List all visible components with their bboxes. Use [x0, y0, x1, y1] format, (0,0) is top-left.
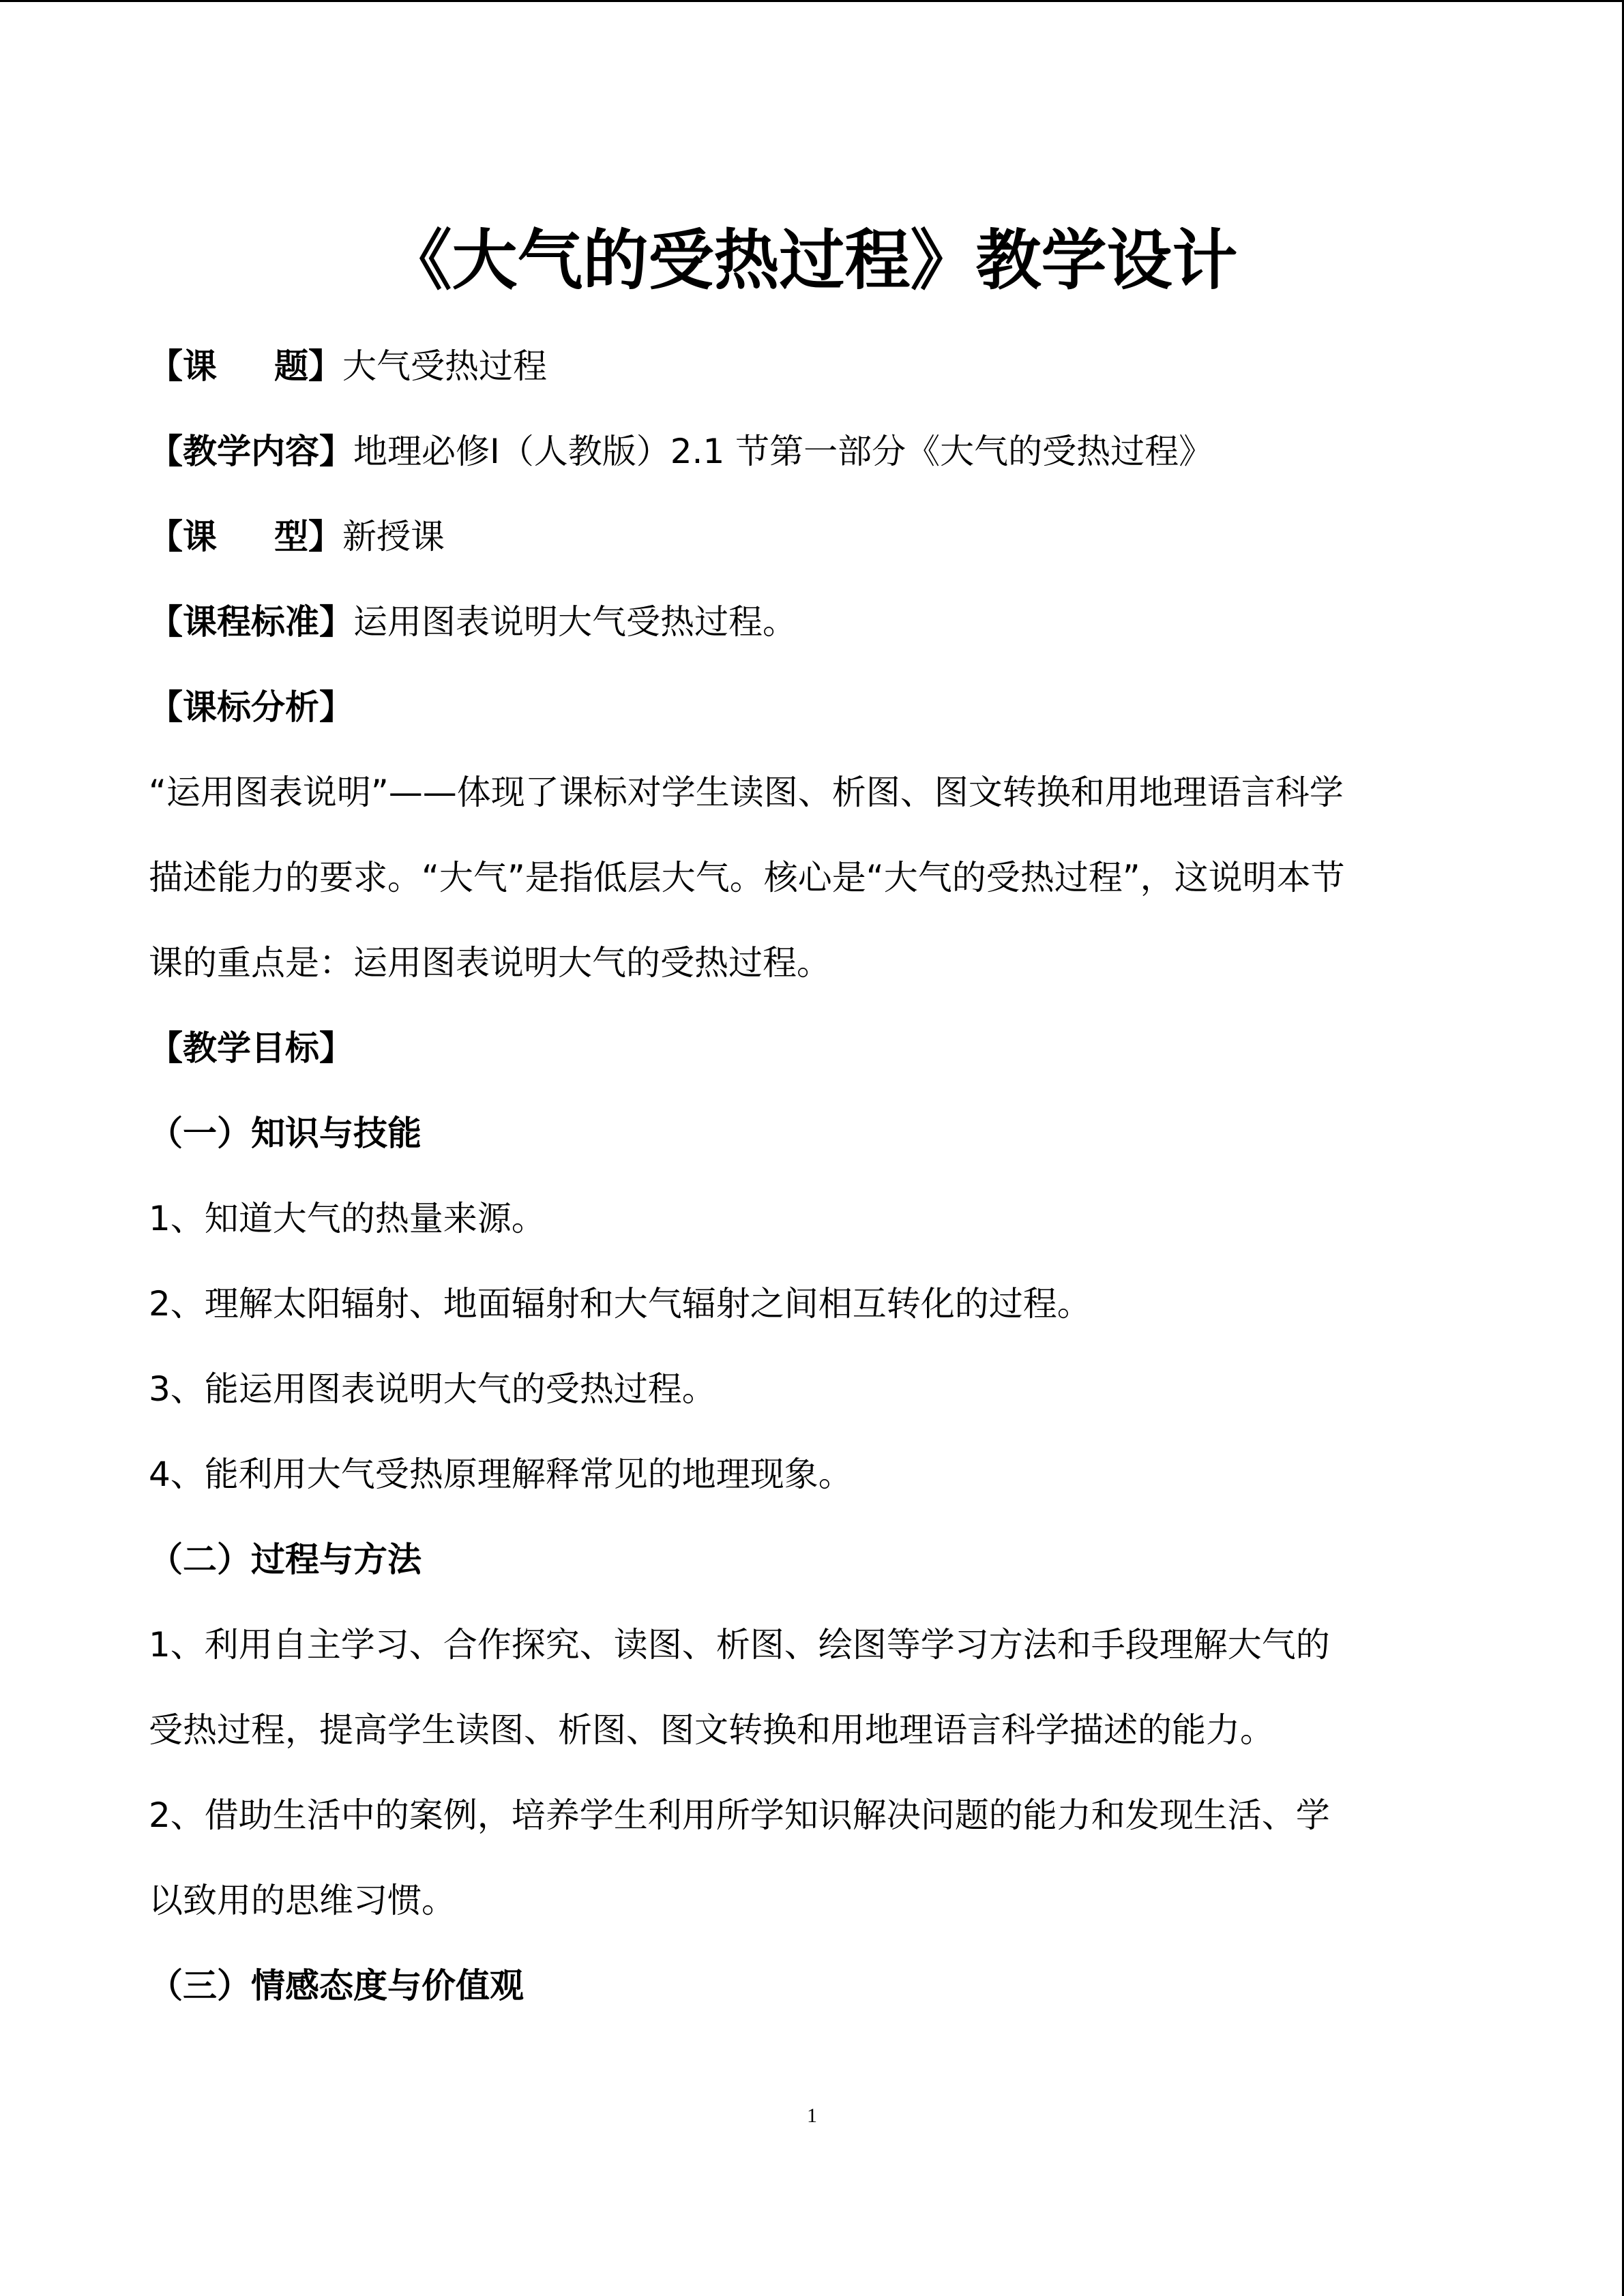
field-topic — [149, 346, 1479, 387]
bracket-close: 】 — [308, 346, 342, 386]
label-char-b: 型 — [274, 517, 308, 556]
page-number: 1 — [807, 2104, 817, 2127]
label-char-a: 课 — [183, 346, 240, 386]
label-char-b: 题 — [274, 346, 308, 386]
knowledge-item: 1、知道大气的热量来源。 — [149, 1199, 546, 1238]
knowledge-heading: （一）知识与技能 — [149, 1114, 422, 1153]
process-line: 1、利用自主学习、合作探究、读图、析图、绘图等学习方法和手段理解大气的 — [149, 1625, 1330, 1665]
field-topic-value: 大气受热过程 — [342, 346, 547, 386]
top-border-line — [0, 0, 1624, 2]
field-content — [149, 431, 1479, 472]
field-type-label — [149, 517, 342, 556]
document-title: 《大气的受热过程》教学设计 — [386, 222, 1238, 299]
objectives-heading: 【教学目标】 — [149, 1028, 353, 1068]
knowledge-item: 2、理解太阳辐射、地面辐射和大气辐射之间相互转化的过程。 — [149, 1284, 1091, 1324]
field-type-value: 新授课 — [342, 517, 445, 556]
knowledge-item: 4、能利用大气受热原理解释常见的地理现象。 — [149, 1455, 853, 1494]
bracket-open: 【 — [149, 517, 183, 556]
field-content-label: 【教学内容】 — [149, 432, 353, 471]
field-standard-label: 【课程标准】 — [149, 602, 353, 642]
field-standard-value: 运用图表说明大气受热过程。 — [353, 602, 797, 642]
analysis-line: 描述能力的要求。“大气”是指低层大气。核心是“大气的受热过程”，这说明本节 — [149, 858, 1345, 897]
bracket-close: 】 — [308, 517, 342, 556]
analysis-line: 课的重点是：运用图表说明大气的受热过程。 — [149, 943, 831, 983]
field-topic-label-text — [183, 346, 308, 387]
analysis-heading: 【课标分析】 — [149, 687, 353, 727]
process-line: 受热过程，提高学生读图、析图、图文转换和用地理语言科学描述的能力。 — [149, 1710, 1274, 1750]
process-line: 以致用的思维习惯。 — [149, 1881, 456, 1920]
bracket-open: 【 — [149, 346, 183, 386]
field-content-value: 地理必修Ⅰ（人教版）2.1 节第一部分《大气的受热过程》 — [353, 432, 1213, 471]
field-topic-label — [149, 346, 342, 386]
knowledge-item: 3、能运用图表说明大气的受热过程。 — [149, 1369, 716, 1409]
process-line: 2、借助生活中的案例，培养学生利用所学知识解决问题的能力和发现生活、学 — [149, 1795, 1330, 1835]
field-type — [149, 516, 1479, 557]
process-heading: （二）过程与方法 — [149, 1540, 422, 1579]
analysis-line: “运用图表说明”——体现了课标对学生读图、析图、图文转换和用地理语言科学 — [149, 773, 1344, 812]
field-standard — [149, 601, 1479, 642]
label-char-a: 课 — [183, 517, 240, 556]
field-type-label-text — [183, 516, 308, 557]
attitude-heading: （三）情感态度与价值观 — [149, 1966, 524, 2006]
